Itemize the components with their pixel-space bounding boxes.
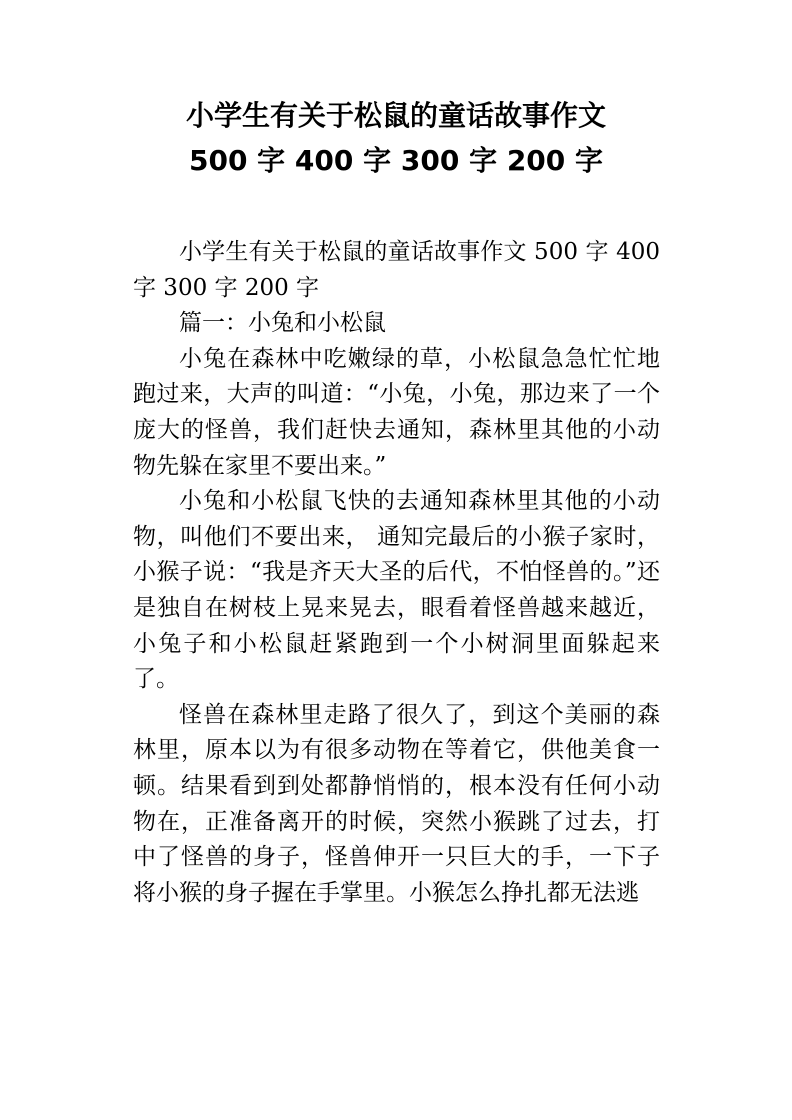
- document-title-line1: 小学生有关于松鼠的童话故事作文: [185, 99, 606, 132]
- document-title-line2: 500 字 400 字 300 字 200 字: [188, 144, 604, 177]
- paragraph-chapter-heading: 篇一：小兔和小松鼠: [179, 310, 386, 337]
- paragraph: 小兔在森林中吃嫩绿的草，小松鼠急急忙忙地跑过来，大声的叫道：“小兔，小兔，那边来了一个庞大的怪兽，我们赶快去通知，森林里其他的小动物先躲在家里不要出来。”: [133, 345, 660, 479]
- document-body: [133, 235, 660, 911]
- paragraph-subtitle: 小学生有关于松鼠的童话故事作文 500 字 400 字 300 字 200 字: [133, 239, 660, 301]
- paragraph: 怪兽在森林里走路了很久了，到这个美丽的森林里，原本以为有很多动物在等着它，供他美食一顿。结果看到到处都静悄悄的，根本没有任何小动物在，正准备离开的时候，突然小猴跳了过去，打中了怪兽的身子，怪兽伸开一只巨大的手，一下子将小猴的身子握在手掌里。小猴怎么挣扎都无法逃: [133, 701, 660, 906]
- paragraph: 小兔和小松鼠飞快的去通知森林里其他的小动物，叫他们不要出来， 通知完最后的小猴子家时，小猴子说：“我是齐天大圣的后代，不怕怪兽的。”还是独自在树枝上晃来晃去，眼看着怪兽越来越近，小兔子和小松鼠赶紧跑到一个小树洞里面躲起来了。: [133, 488, 660, 693]
